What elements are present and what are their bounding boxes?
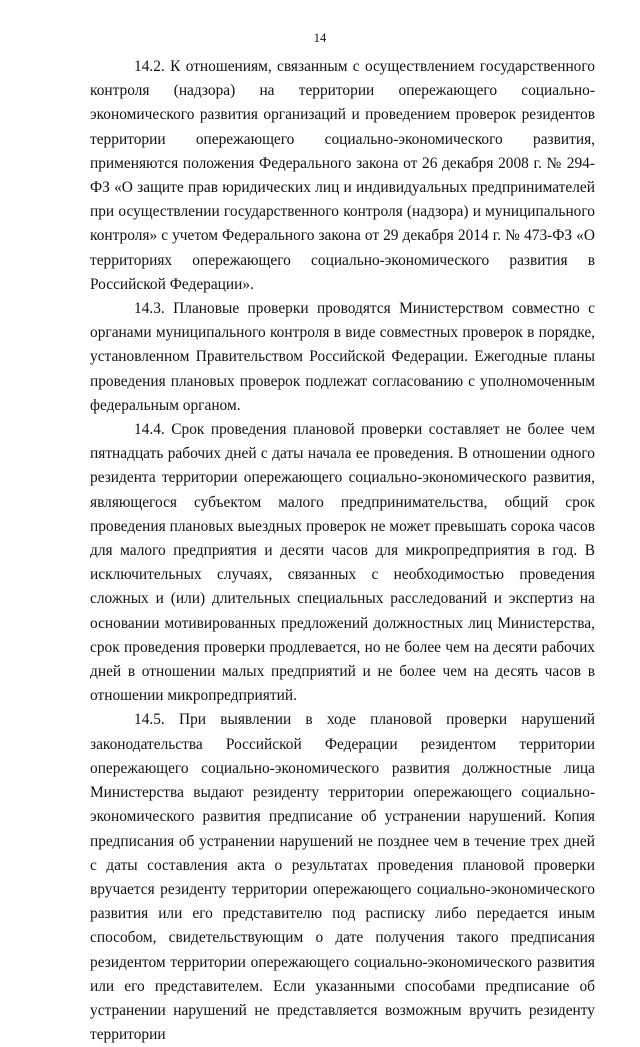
paragraph-14-3: 14.3. Плановые проверки проводятся Министерством совместно с органами муниципального контроля в виде совместных проверок в порядке, установленном Правительством Российской Федерации. Ежегодные планы проведения плановых проверок подлежат согласованию с уполномоченным федеральным органом. xyxy=(90,300,595,414)
page-number: 14 xyxy=(313,31,327,45)
paragraph-14-2: 14.2. К отношениям, связанным с осуществлением государственного контроля (надзора) на территории опережающего социально-экономического развития организаций и проведением проверок резидентов территории опережающего социально-экономического развития, применяются положения Федерального закона от 26 декабря 2008 г. № 294-ФЗ «О защите прав юридических лиц и индивидуальных предпринимателей при осуществлении государственного контроля (надзора) и муниципального контроля» с учетом Федерального закона от 29 декабря 2014 г. № 473-ФЗ «О территориях опережающего социально-экономического развития в Российской Федерации». xyxy=(90,58,595,293)
paragraph-14-5: 14.5. При выявлении в ходе плановой проверки нарушений законодательства Российской Федерации резидентом территории опережающего социально-экономического развития должностные лица Министерства выдают резиденту территории опережающего социально-экономического развития предписание об устранении нарушений. Копия предписания об устранении нарушений не позднее чем в течение трех дней с даты составления акта о результатах проведения плановой проверки вручается резиденту территории опережающего социально-экономического развития или его представителю под расписку либо передается иным способом, свидетельствующим о дате получения такого предписания резидентом территории опережающего социально-экономического развития или его представителем. Если указанными способами предписание об устранении нарушений не представляется возможным вручить резиденту территории xyxy=(90,711,595,1044)
document-body xyxy=(90,55,595,1047)
paragraph-14-4: 14.4. Срок проведения плановой проверки составляет не более чем пятнадцать рабочих дней с даты начала ее проведения. В отношении одного резидента территории опережающего социально-экономического развития, являющегося субъектом малого предпринимательства, общий срок проведения плановых выездных проверок не может превышать сорока часов для малого предприятия и десяти часов для микропредприятия в год. В исключительных случаях, связанных с необходимостью проведения сложных и (или) длительных специальных расследований и экспертиз на основании мотивированных предложений должностных лиц Министерства, срок проведения проверки продлевается, но не более чем на десяти рабочих дней в отношении малых предприятий и не более чем на десять часов в отношении микропредприятий. xyxy=(90,421,595,705)
